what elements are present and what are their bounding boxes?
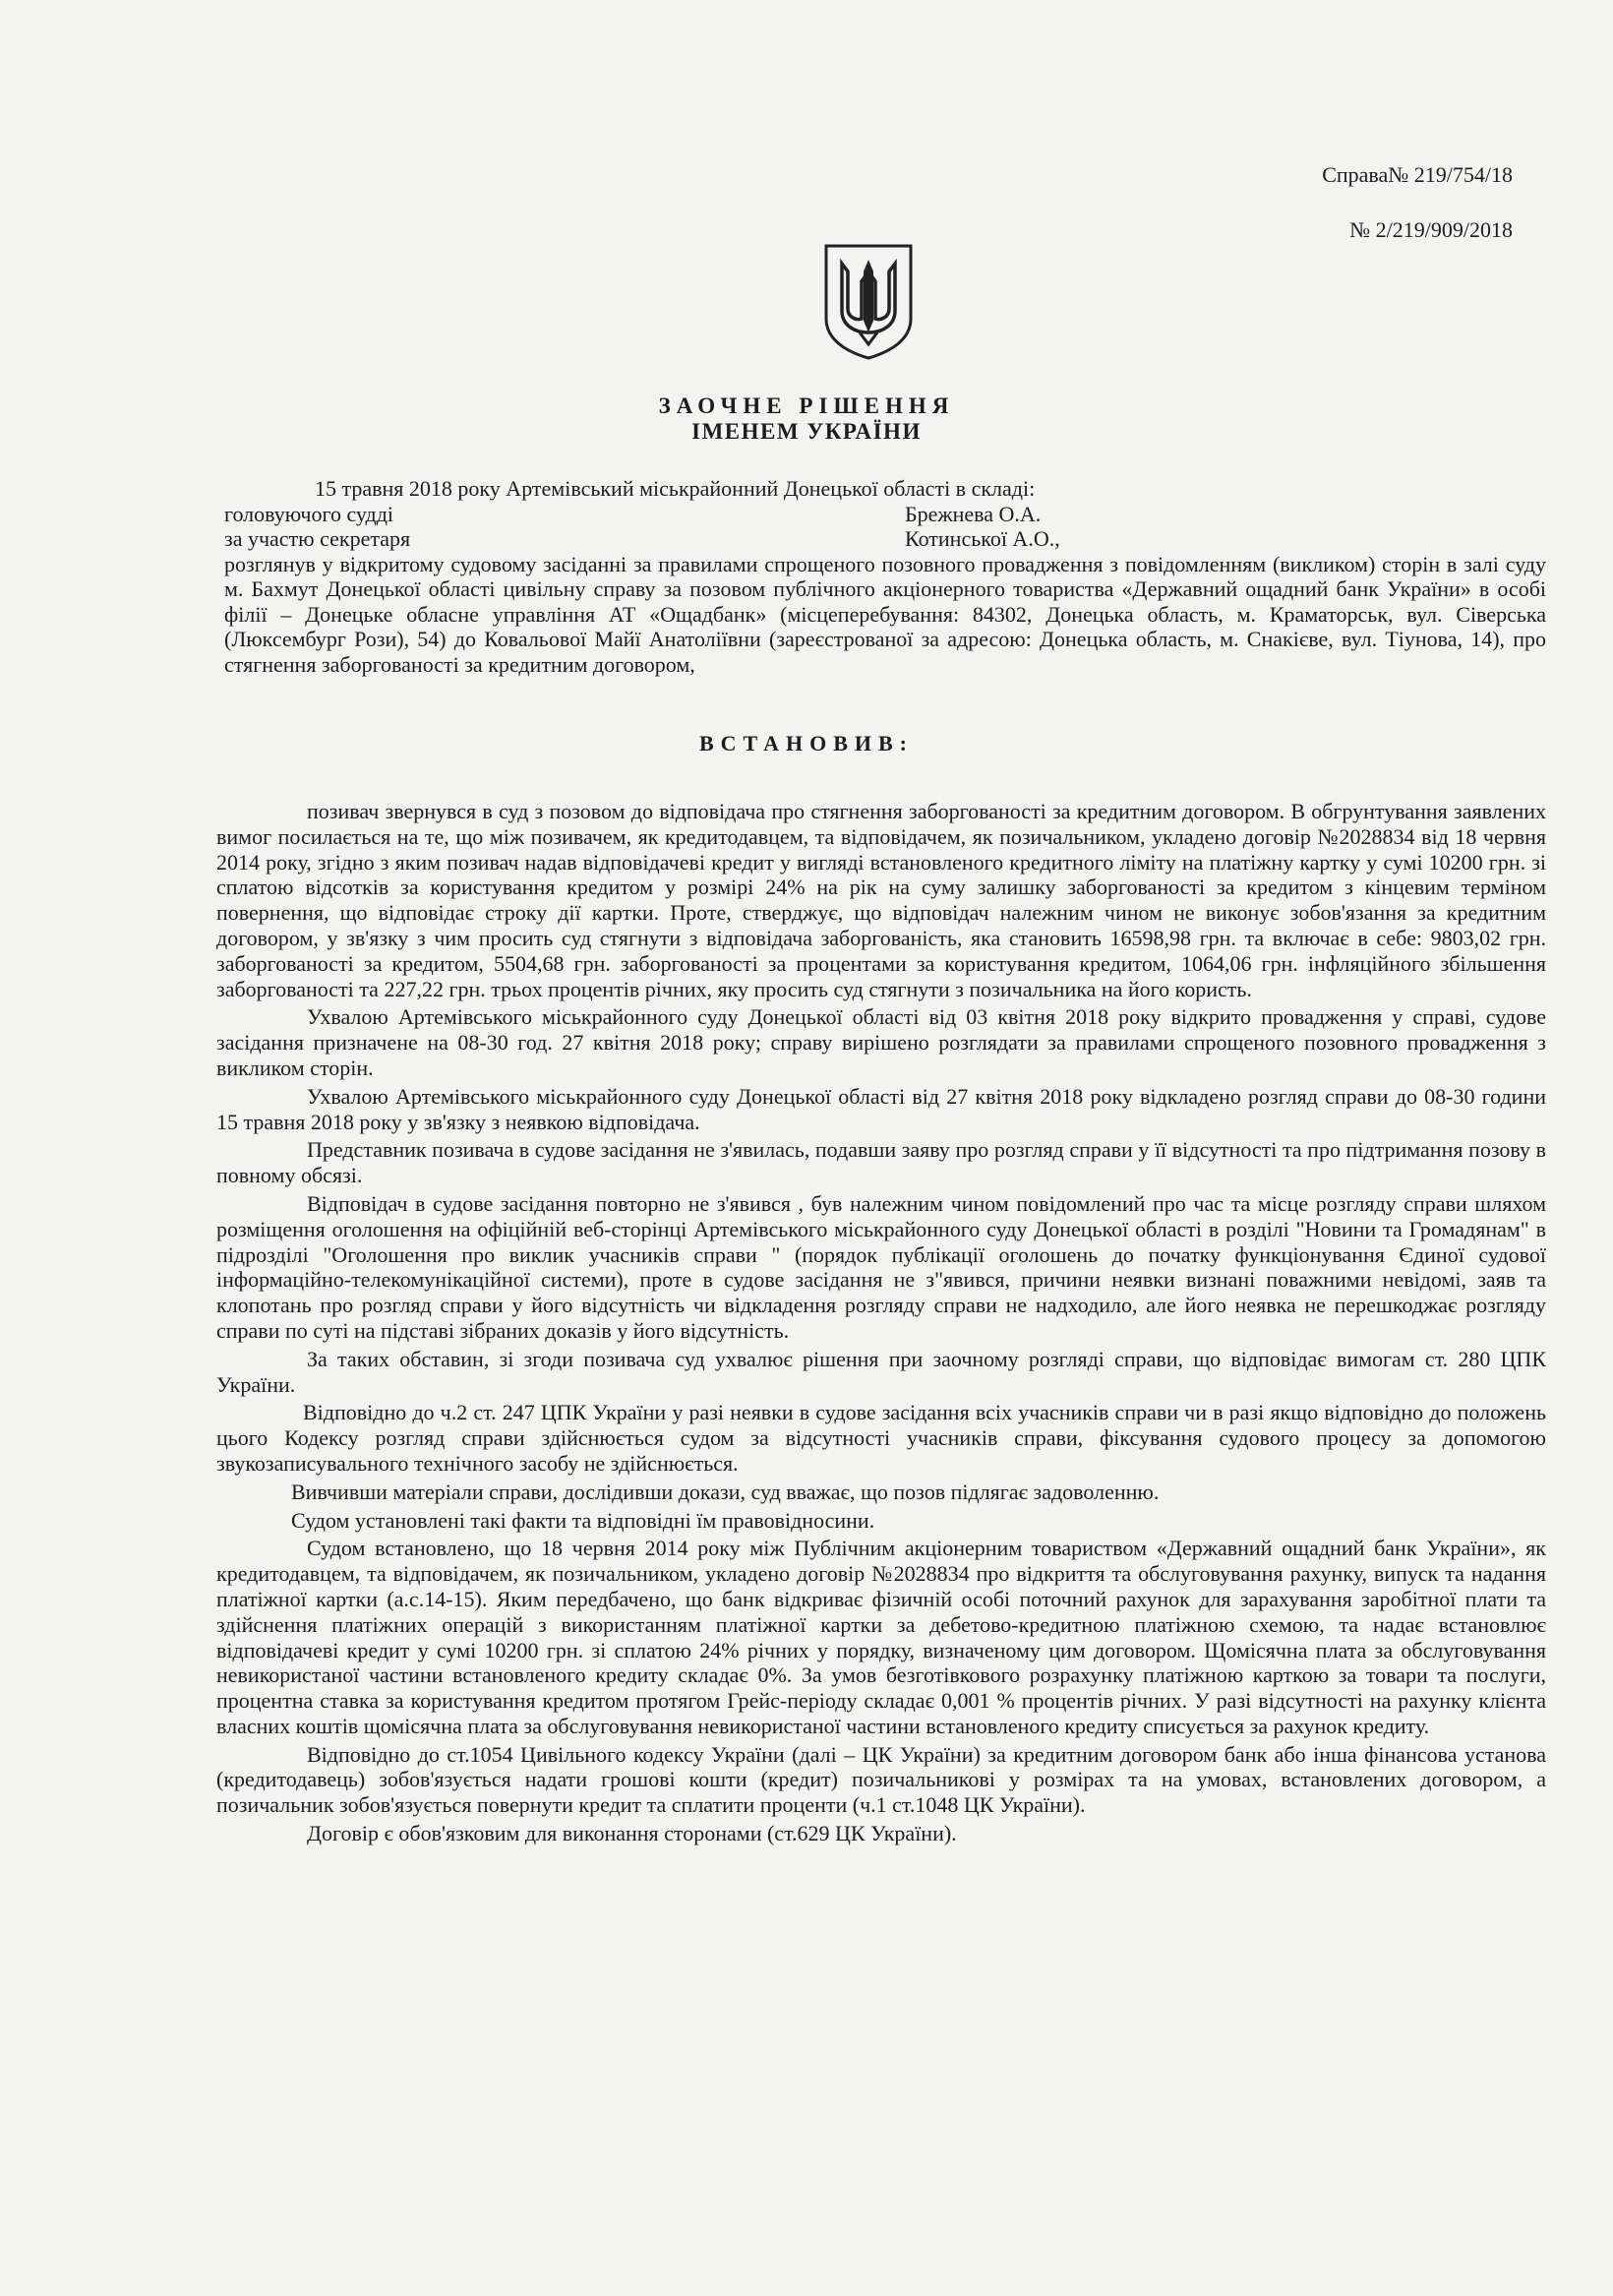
paragraph: Представник позивача в судове засідання не з'явилась, подавши заяву про розгляд справи у її відсутності та про підтримання позову в повному обсязі.: [216, 1137, 1546, 1188]
trident-coat-of-arms-icon: [820, 242, 917, 360]
secretary-label: за участю секретаря: [224, 526, 411, 551]
proceeding-number: № 2/219/909/2018: [1349, 217, 1513, 242]
intro-text: розглянув у відкритому судовому засіданні за правилами спрощеного позовного провадження з повідомленням (викликом) сторін в залі суду м. Бахмут Донецької області цивільну справу за позовом публічного акціонерного товариства «Державний ощадний банк України» в особі філії – Донецьке обласне управління АТ «Ощадбанк» (місцеперебування: 84302, Донецька область, м. Краматорськ, вул. Сіверська (Люксембург Рози), 54) до Ковальової Майї Анатоліївни (зареєстрованої за адресою: Донецька область, м. Снакієве, вул. Тіунова, 14), про стягнення заборгованості за кредитним договором,: [224, 551, 1546, 677]
decision-body: [216, 799, 1546, 1846]
secretary-name: Котинської А.О.,: [905, 526, 1060, 551]
paragraph: Судом встановлено, що 18 червня 2014 року між Публічним акціонерним товариством «Державний ощадний банк України», як кредитодавцем, та відповідачем, як позичальником, укладено договір №2028834 про відкриття та обслуговування рахунку, випуск та надання платіжної картки (а.с.14-15). Яким передбачено, що банк відкриває фізичній особі поточний рахунок для зарахування заробітної плати та здійснення платіжних операцій з використанням платіжної картки за дебетово-кредитною платіжною схемою, та надає встановлює відповідачеві кредит у сумі 10200 грн. зі сплатою 24% річних у порядку, визначеному цим договором. Щомісячна плата за обслуговування невикористаної частини встановленого кредиту складає 0%. За умов безготівкового розрахунку платіжною карткою за товари та послуги, процентна ставка за користування кредитом протягом Грейс-періоду складає 0,001 % процентів річних. У разі відсутності на рахунку клієнта власних коштів щомісячна плата за обслуговування невикористаної частини встановленого кредиту списується за рахунок кредиту.: [216, 1536, 1546, 1738]
case-number: Справа№ 219/754/18: [1322, 162, 1513, 187]
secretary-row: [224, 526, 1546, 552]
judge-row: [224, 502, 1546, 527]
date-line: 15 травня 2018 року Артемівський міськрайонний Донецької області в складі:: [315, 476, 1036, 501]
paragraph: Договір є обов'язковим для виконання сторонами (ст.629 ЦК України).: [307, 1821, 957, 1846]
intro-block: [224, 476, 1546, 677]
judge-label: головуючого судді: [224, 501, 394, 526]
decision-subtitle: ІМЕНЕМ УКРАЇНИ: [691, 419, 922, 444]
decision-title: ЗАОЧНЕ РІШЕННЯ: [658, 393, 955, 418]
paragraph: позивач звернувся в суд з позовом до відповідача про стягнення заборгованості за кредитним договором. В обгрунтування заявлених вимог посилається на те, що між позивачем, як кредитодавцем, та відповідачем, як позичальником, укладено договір №2028834 від 18 червня 2014 року, згідно з яким позивач надав відповідачеві кредит у вигляді встановленого кредитного ліміту на платіжну картку у сумі 10200 грн. зі сплатою відсотків за користування кредитом у розмірі 24% на рік на суму залишку заборгованості за кредитом з кінцевим терміном повернення, що відповідає строку дії картки. Проте, стверджує, що відповідач належним чином не виконує зобов'язання за кредитним договором, у зв'язку з чим просить суд стягнути з відповідача заборгованість, яка становить 16598,98 грн. та включає в себе: 9803,02 грн. заборгованості за кредитом, 5504,68 грн. заборгованості за процентами за користування кредитом, 1064,06 грн. інфляційного збільшення заборгованості та 227,22 грн. трьох процентів річних, яку просить суд стягнути з позичальника на його користь.: [216, 799, 1546, 1001]
section-heading: ВСТАНОВИВ:: [698, 731, 915, 755]
paragraph: Вивчивши матеріали справи, дослідивши докази, суд вважає, що позов підлягає задоволенню.: [291, 1479, 1160, 1504]
paragraph: Ухвалою Артемівського міськрайонного суду Донецької області від 27 квітня 2018 року відкладено розгляд справи до 08-30 години 15 травня 2018 року у зв'язку з неявкою відповідача.: [216, 1083, 1546, 1134]
judge-name: Брежнева О.А.: [905, 501, 1042, 526]
paragraph: Відповідач в судове засідання повторно не з'явився , був належним чином повідомлений про час та місце розгляду справи шляхом розміщення оголошення на офіційній веб-сторінці Артемівського міськрайонного суду Донецької області в розділі "Новини та Громадянам" в підрозділі "Оголошення про виклик учасників справи " (порядок публікації оголошень до початку функціонування Єдиної судової інформаційно-телекомунікаційної системи), проте в судове засідання не з"явився, причини неявки визнані поважними невідомі, заяв та клопотань про розгляд справи у його відсутність чи відкладення розгляду справи не надходило, але його неявка не перешкоджає розгляду справи по суті на підставі зібраних доказів у його відсутність.: [216, 1190, 1546, 1343]
paragraph: Відповідно до ч.2 ст. 247 ЦПК України у разі неявки в судове засідання всіх учасників справи чи в разі якщо відповідно до положень цього Кодексу розгляд справи здійснюється судом за відсутності учасників справи, фіксування судового процесу за допомогою звукозаписувального технічного засобу не здійснюється.: [216, 1400, 1546, 1476]
paragraph: Відповідно до ст.1054 Цивільного кодексу України (далі – ЦК України) за кредитним договором банк або інша фінансова установа (кредитодавець) зобов'язується надати грошові кошти (кредит) позичальникові у розмірах та на умовах, встановлених договором, а позичальник зобов'язується повернути кредит та сплатити проценти (ч.1 ст.1048 ЦК України).: [216, 1741, 1546, 1818]
paragraph: Судом установлені такі факти та відповідні їм правовідносини.: [291, 1507, 875, 1533]
paragraph: Ухвалою Артемівського міськрайонного суду Донецької області від 03 квітня 2018 року відкрито провадження у справі, судове засідання призначене на 08-30 год. 27 квітня 2018 року; справу вирішено розглядати за правилами спрощеного позовного провадження з викликом сторін.: [216, 1004, 1546, 1080]
paragraph: За таких обставин, зі згоди позивача суд ухвалює рішення при заочному розгляді справи, що відповідає вимогам ст. 280 ЦПК України.: [216, 1346, 1546, 1397]
